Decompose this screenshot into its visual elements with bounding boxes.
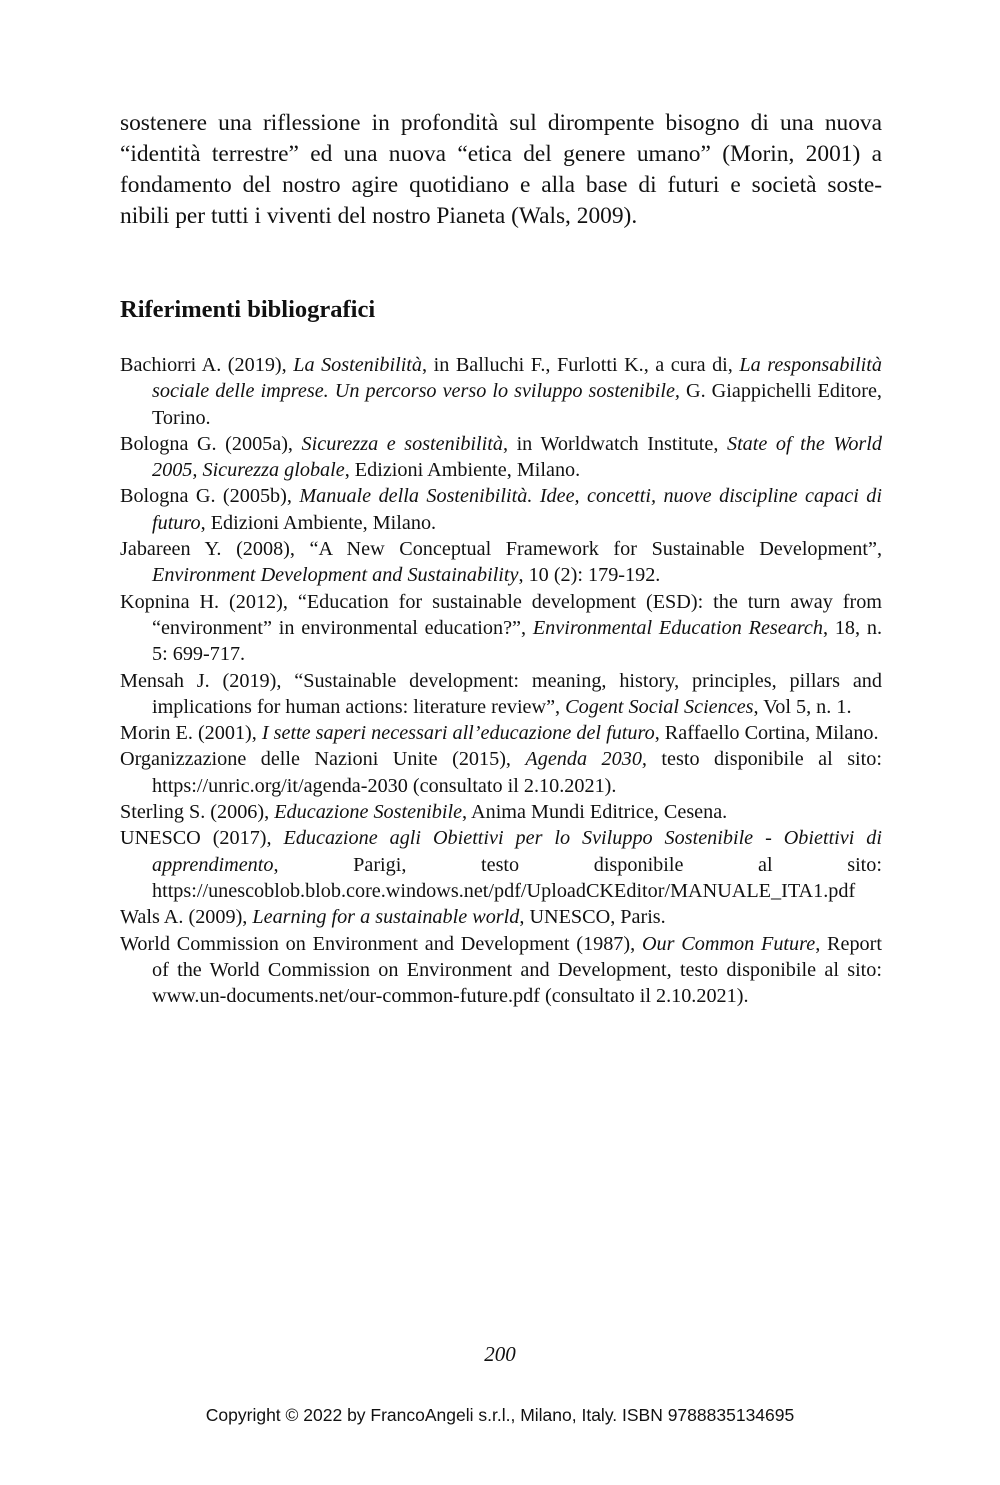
- reference-entry: [120, 931, 882, 1010]
- reference-text: Wals A. (2009),: [120, 906, 253, 929]
- reference-text: , Edizioni Ambiente, Milano.: [344, 459, 581, 482]
- reference-text: , Anima Mundi Editrice, Cesena.: [462, 801, 728, 824]
- reference-text: , 10 (2): 179-192.: [518, 564, 661, 587]
- reference-title: I sette saperi necessari all’educazione del futuro: [261, 722, 655, 745]
- reference-title: Agenda 2030,: [525, 748, 647, 771]
- reference-text: , Report of the World Commission on Environment and Development, testo disponibile al sito: www.un-documents.net/our-common-future.pdf (consultato il 2.10.2021).: [152, 932, 882, 1008]
- reference-text: Bachiorri A. (2019),: [120, 354, 294, 376]
- reference-title: State of the World 2005, Sicurezza globale: [152, 432, 882, 482]
- reference-title: La Sostenibilità: [293, 354, 423, 376]
- reference-entry: [120, 483, 882, 536]
- reference-text: Mensah J. (2019), “Sustainable development: meaning, history, principles, pillars and implications for human actions: literature review”,: [120, 669, 882, 718]
- intro-paragraph: [120, 108, 882, 232]
- reference-text: Bologna G. (2005b),: [120, 485, 300, 508]
- reference-entry: [120, 825, 882, 904]
- reference-text: , 18, n. 5: 699-717.: [152, 616, 882, 666]
- section-heading: Riferimenti bibliografici: [120, 296, 376, 323]
- reference-text: testo disponibile al sito: https://unric.org/it/agenda-2030 (consultato il 2.10.2021).: [152, 748, 882, 797]
- reference-text: , Raffaello Cortina, Milano.: [654, 722, 879, 745]
- reference-title: Educazione Sostenibile: [274, 801, 463, 824]
- reference-title: Learning for a sustainable world: [252, 906, 520, 929]
- references-list: [120, 352, 882, 1009]
- reference-entry: [120, 799, 882, 825]
- reference-title: Cogent Social Sciences: [565, 695, 754, 718]
- reference-text: Jabareen Y. (2008), “A New Conceptual Framework for Sustainable Development”,: [120, 538, 882, 561]
- reference-title: Manuale della Sostenibilità. Idee, concetti, nuove discipline capaci di futuro: [152, 485, 883, 534]
- reference-text: Sterling S. (2006),: [120, 801, 275, 824]
- reference-text: Bologna G. (2005a),: [120, 432, 302, 455]
- reference-text: , Vol 5, n. 1.: [753, 695, 852, 718]
- intro-line: sostenere una riflessione in profondità sul dirompente bisogno di una nuova: [120, 110, 882, 136]
- reference-entry: [120, 589, 882, 668]
- reference-text: World Commission on Environment and Development (1987),: [120, 932, 642, 955]
- reference-text: , in Worldwatch Institute,: [502, 432, 727, 455]
- reference-text: , UNESCO, Paris.: [519, 906, 666, 929]
- copyright-footer: Copyright © 2022 by FrancoAngeli s.r.l., Milano, Italy. ISBN 9788835134695: [205, 1405, 795, 1425]
- intro-line: fondamento del nostro agire quotidiano e alla base di futuri e società soste-: [120, 172, 882, 198]
- reference-text: , in Balluchi F., Furlotti K., a cura di,: [422, 354, 740, 376]
- reference-title: Environmental Education Research: [532, 616, 823, 639]
- reference-text: , Parigi, testo disponibile al sito: https://unescoblob.blob.core.windows.net/pdf/UploadCKEditor/MANUALE_ITA1.pdf: [152, 853, 882, 902]
- intro-line: nibili per tutti i viventi del nostro Pianeta (Wals, 2009).: [120, 203, 638, 229]
- page-number: 200: [484, 1342, 516, 1366]
- reference-text: Organizzazione delle Nazioni Unite (2015),: [120, 748, 526, 771]
- reference-title: Educazione agli Obiettivi per lo Sviluppo Sostenibile - Obiettivi di apprendimento: [152, 827, 882, 876]
- reference-title: Our Common Future: [641, 932, 816, 955]
- reference-title: La responsabilità sociale delle imprese. Un percorso verso lo sviluppo sostenibile,: [152, 354, 882, 403]
- reference-text: G. Giappichelli Editore, Torino.: [152, 380, 882, 429]
- reference-text: Morin E. (2001),: [120, 722, 262, 745]
- reference-text: UNESCO (2017),: [120, 827, 284, 850]
- reference-title: Environment Development and Sustainability: [152, 564, 519, 587]
- reference-entry: [120, 668, 882, 721]
- intro-line: “identità terrestre” ed una nuova “etica del genere umano” (Morin, 2001) a: [120, 141, 882, 167]
- reference-title: Sicurezza e sostenibilità: [301, 432, 503, 455]
- reference-entry: [120, 352, 882, 431]
- reference-entry: [120, 536, 882, 589]
- reference-entry: [120, 746, 882, 799]
- reference-entry: [120, 431, 882, 484]
- reference-text: Kopnina H. (2012), “Education for sustainable development (ESD): the turn away from “environment” in environmental education?”,: [120, 590, 882, 639]
- reference-entry: [120, 720, 882, 746]
- reference-entry: [120, 904, 882, 930]
- reference-text: , Edizioni Ambiente, Milano.: [200, 511, 437, 534]
